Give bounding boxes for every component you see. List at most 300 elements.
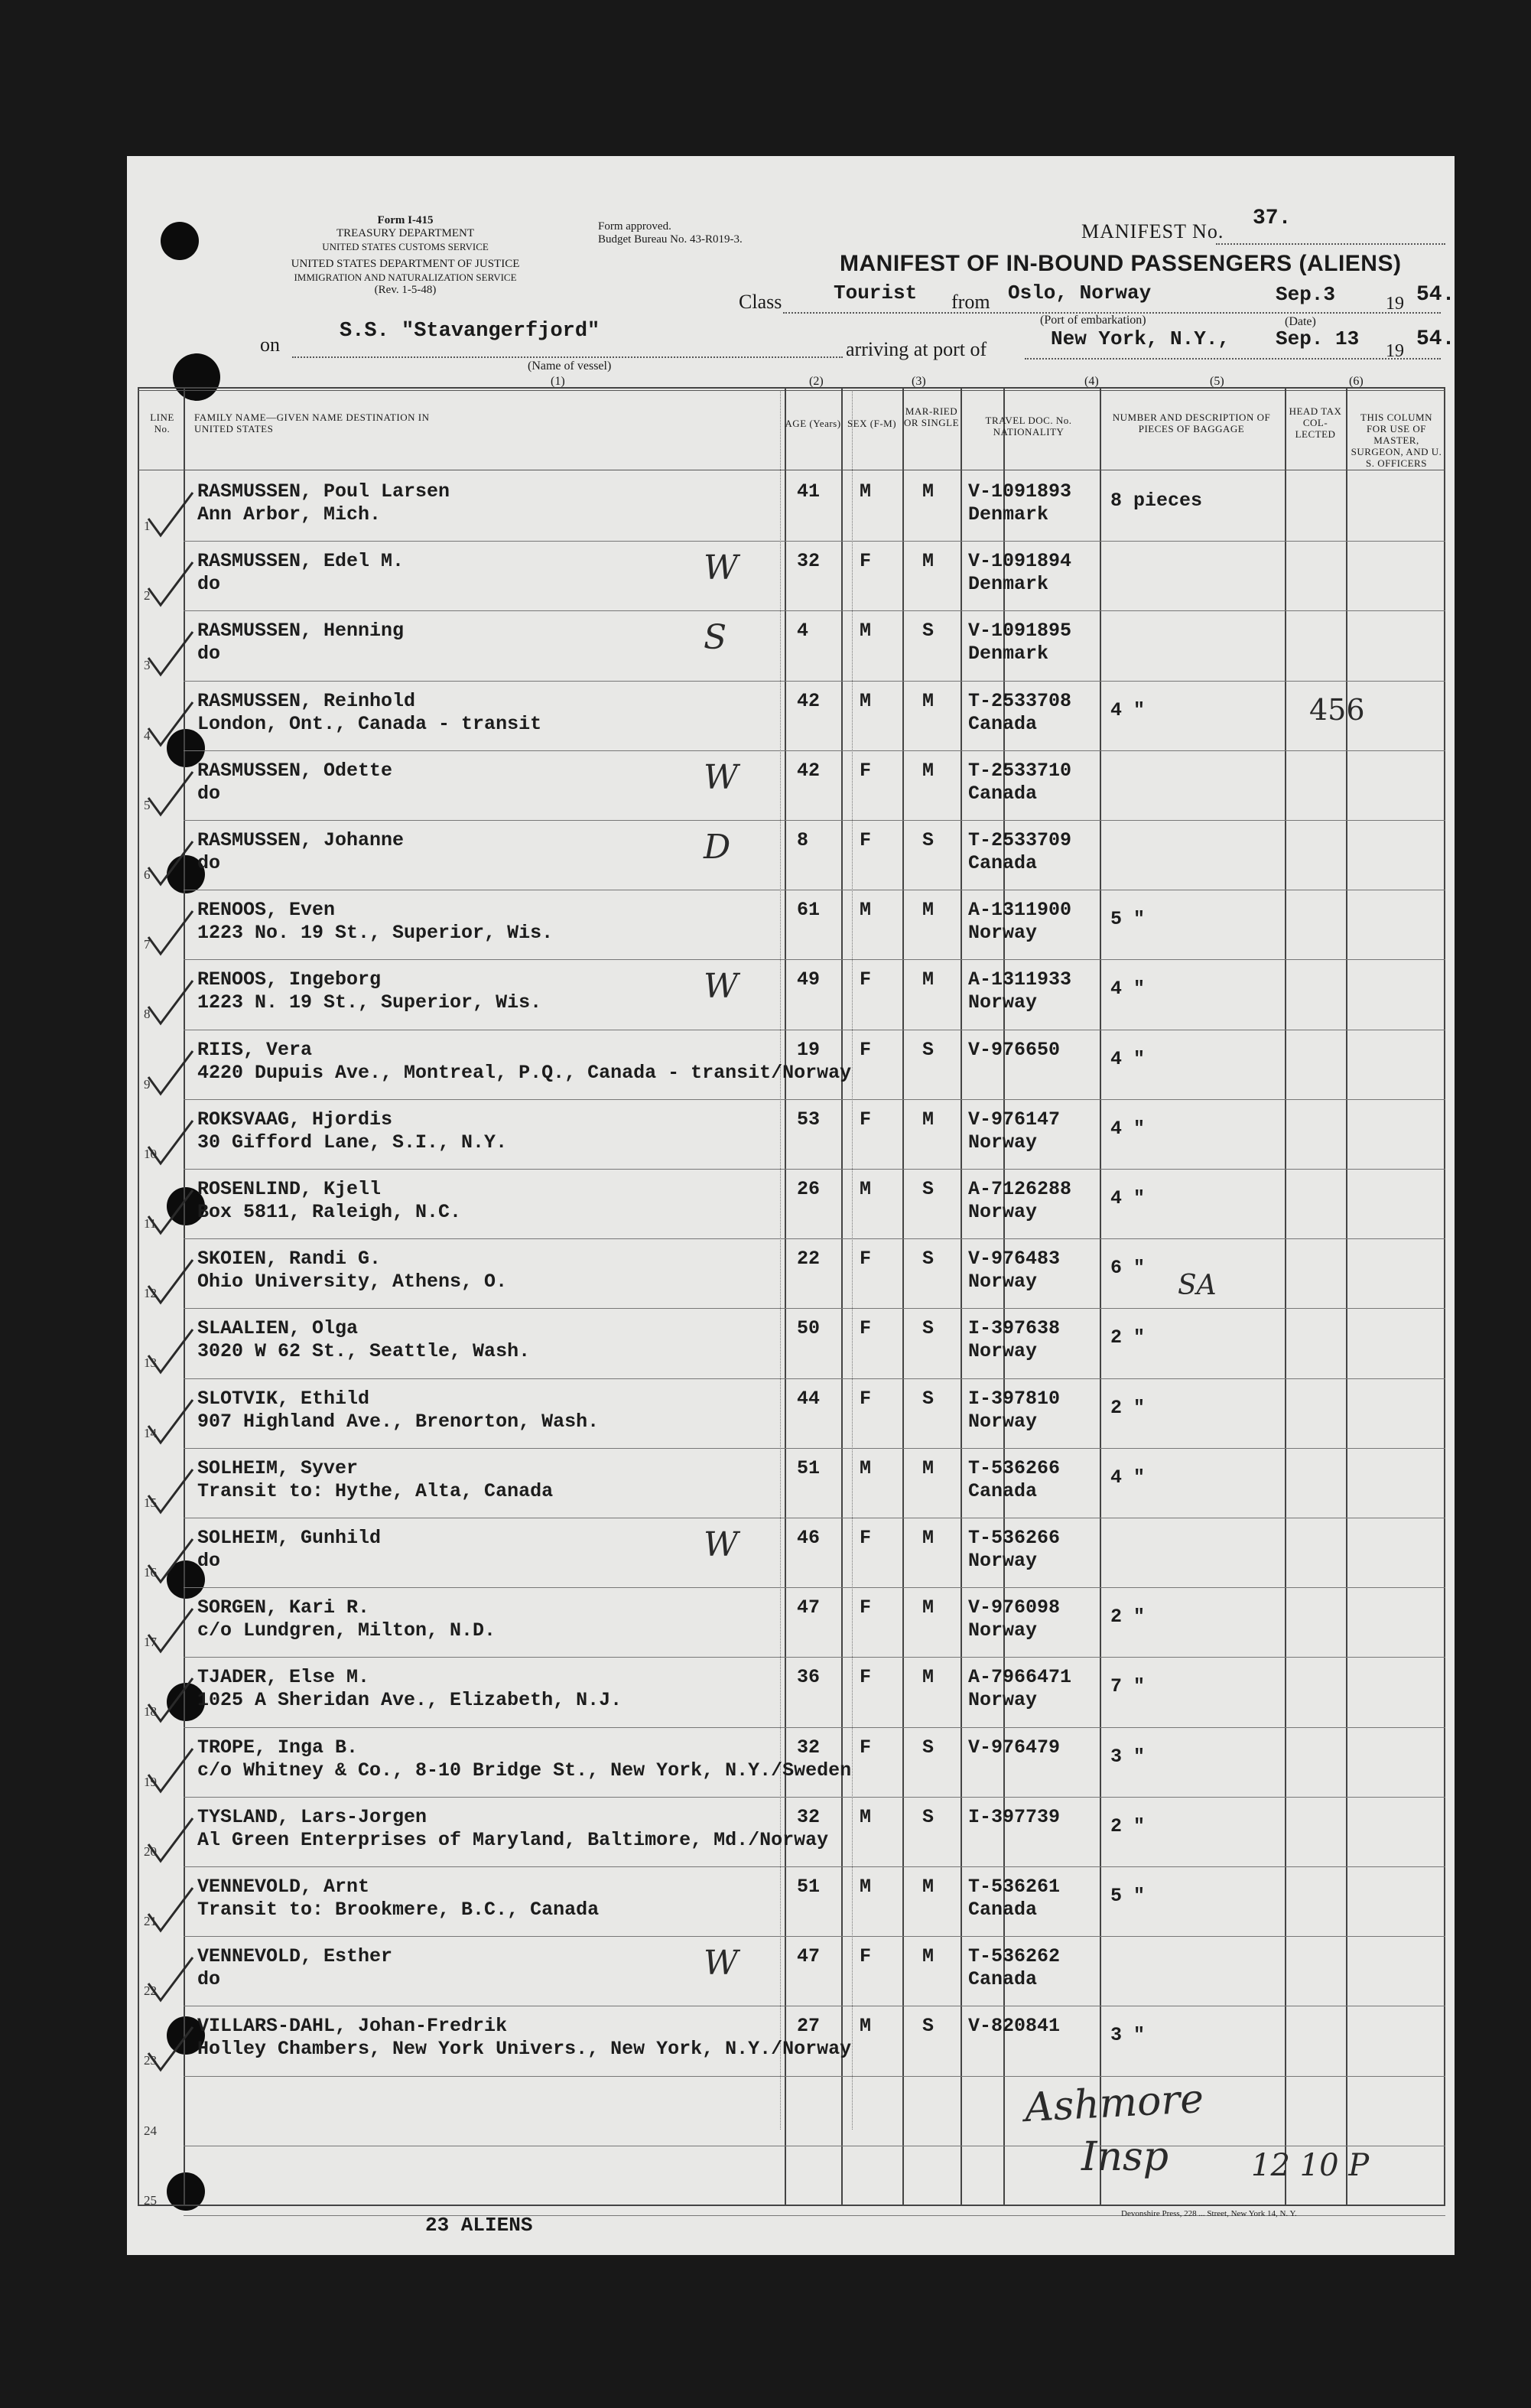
table-row bbox=[138, 2147, 1445, 2217]
on-label: on bbox=[260, 334, 280, 356]
baggage: 2 " bbox=[1110, 1606, 1146, 1629]
destination: c/o Lundgren, Milton, N.D. bbox=[197, 1619, 496, 1642]
table-row bbox=[138, 682, 1445, 752]
line-number: 24 bbox=[144, 2123, 157, 2138]
sex: F bbox=[860, 1736, 872, 1759]
check-mark-icon bbox=[142, 2022, 196, 2076]
sex: M bbox=[860, 480, 872, 503]
age: 36 bbox=[797, 1666, 821, 1689]
check-mark-icon bbox=[142, 488, 196, 542]
table-row bbox=[138, 1310, 1445, 1379]
line-number: 11 bbox=[144, 1216, 157, 1231]
handwritten-mark: W bbox=[704, 757, 739, 797]
line-number: 10 bbox=[144, 1146, 157, 1161]
baggage: 7 " bbox=[1110, 1675, 1146, 1698]
marital-status: M bbox=[922, 1876, 935, 1898]
age: 22 bbox=[797, 1248, 821, 1271]
baggage: 4 " bbox=[1110, 1047, 1146, 1070]
manifest-number-label: MANIFEST No. bbox=[1081, 220, 1224, 242]
baggage: 2 " bbox=[1110, 1326, 1146, 1349]
destination: Holley Chambers, New York Univers., New York, N.Y./Norway bbox=[197, 2038, 852, 2061]
form-agency-block bbox=[252, 214, 558, 297]
nationality: Norway bbox=[968, 1131, 1038, 1154]
sex: M bbox=[860, 899, 872, 922]
table-row bbox=[138, 612, 1445, 682]
sex: M bbox=[860, 1805, 872, 1828]
passenger-name: SOLHEIM, Gunhild bbox=[197, 1527, 382, 1549]
sex: F bbox=[860, 829, 872, 851]
baggage: 4 " bbox=[1110, 1187, 1146, 1209]
page-mark: 12 10 P bbox=[1251, 2148, 1370, 2183]
col-officers: THIS COLUMN FOR USE OF MASTER, SURGEON, AND U. S. OFFICERS bbox=[1351, 412, 1442, 469]
nationality: Norway bbox=[968, 1689, 1038, 1712]
form-revision: (Rev. 1-5-48) bbox=[374, 284, 437, 296]
treasury-dept: TREASURY DEPARTMENT bbox=[336, 227, 475, 239]
line-number: 1 bbox=[144, 519, 151, 533]
line-number: 25 bbox=[144, 2192, 157, 2208]
destination: 4220 Dupuis Ave., Montreal, P.Q., Canada - transit/Norway bbox=[197, 1061, 852, 1084]
line-number: 3 bbox=[144, 658, 151, 673]
nationality: Denmark bbox=[968, 503, 1049, 526]
travel-doc-number: V-1091893 bbox=[968, 480, 1072, 503]
form-approved: Form approved. bbox=[598, 220, 671, 233]
inspector-title: Insp bbox=[1081, 2134, 1169, 2180]
travel-doc-number: A-7126288 bbox=[968, 1178, 1072, 1200]
marital-status: M bbox=[922, 759, 935, 782]
destination: Ann Arbor, Mich. bbox=[197, 503, 382, 526]
manifest-number: 37. bbox=[1253, 207, 1292, 230]
immigration-service: IMMIGRATION AND NATURALIZATION SERVICE bbox=[294, 272, 517, 283]
destination: do bbox=[197, 573, 221, 596]
arrival-date: Sep. 13 bbox=[1276, 327, 1360, 350]
sex: M bbox=[860, 1178, 872, 1200]
baggage: 6 " bbox=[1110, 1257, 1146, 1280]
column-number: (3) bbox=[912, 375, 926, 388]
column-number: (5) bbox=[1210, 375, 1224, 388]
passenger-name: TYSLAND, Lars-Jorgen bbox=[197, 1805, 427, 1828]
line-number: 23 bbox=[144, 2053, 157, 2068]
passenger-name: ROKSVAAG, Hjordis bbox=[197, 1108, 393, 1131]
destination: 1223 No. 19 St., Superior, Wis. bbox=[197, 922, 554, 945]
passenger-name: SORGEN, Kari R. bbox=[197, 1596, 370, 1619]
table-row bbox=[138, 752, 1445, 822]
passenger-name: RENOOS, Even bbox=[197, 899, 336, 922]
line-number: 7 bbox=[144, 937, 151, 952]
baggage: 2 " bbox=[1110, 1396, 1146, 1419]
sex: M bbox=[860, 1456, 872, 1479]
passenger-name: RASMUSSEN, Henning bbox=[197, 620, 405, 643]
travel-doc-number: V-820841 bbox=[968, 2015, 1061, 2038]
check-mark-icon bbox=[142, 627, 196, 681]
line-number: 8 bbox=[144, 1007, 151, 1022]
nationality: Canada bbox=[968, 1479, 1038, 1502]
marital-status: S bbox=[922, 1038, 935, 1061]
form-id: Form I-415 bbox=[377, 214, 434, 226]
destination: Transit to: Brookmere, B.C., Canada bbox=[197, 1899, 600, 1921]
age: 32 bbox=[797, 1805, 821, 1828]
col-baggage: NUMBER AND DESCRIPTION OF PIECES OF BAGGAGE bbox=[1112, 412, 1271, 434]
passenger-name: VENNEVOLD, Esther bbox=[197, 1945, 393, 1968]
travel-doc-number: T-536266 bbox=[968, 1456, 1061, 1479]
travel-doc-number: T-2533708 bbox=[968, 689, 1072, 712]
baggage: 5 " bbox=[1110, 1885, 1146, 1907]
passenger-name: RASMUSSEN, Johanne bbox=[197, 829, 405, 851]
marital-status: M bbox=[922, 689, 935, 712]
travel-doc-number: T-536261 bbox=[968, 1876, 1061, 1898]
age: 49 bbox=[797, 968, 821, 991]
check-mark-icon bbox=[142, 1674, 196, 1727]
destination: 907 Highland Ave., Brenorton, Wash. bbox=[197, 1410, 600, 1433]
travel-doc-number: V-976479 bbox=[968, 1736, 1061, 1759]
nationality: Norway bbox=[968, 991, 1038, 1014]
destination: Box 5811, Raleigh, N.C. bbox=[197, 1201, 462, 1223]
passenger-name: VENNEVOLD, Arnt bbox=[197, 1876, 370, 1898]
arrival-port: New York, N.Y., bbox=[1051, 327, 1230, 350]
sex: F bbox=[860, 1038, 872, 1061]
sex: M bbox=[860, 689, 872, 712]
nationality: Norway bbox=[968, 1619, 1038, 1642]
travel-doc-number: V-1091895 bbox=[968, 620, 1072, 643]
nationality: Denmark bbox=[968, 573, 1049, 596]
form-approval-block bbox=[598, 220, 743, 246]
nationality: Canada bbox=[968, 1899, 1038, 1921]
line-number: 18 bbox=[144, 1704, 157, 1720]
age: 51 bbox=[797, 1456, 821, 1479]
age: 8 bbox=[797, 829, 809, 851]
nationality: Denmark bbox=[968, 643, 1049, 665]
sex: F bbox=[860, 1596, 872, 1619]
marital-status: M bbox=[922, 1108, 935, 1131]
marital-status: S bbox=[922, 620, 935, 643]
nationality: Norway bbox=[968, 1271, 1038, 1293]
table-row bbox=[138, 822, 1445, 891]
table-row bbox=[138, 1798, 1445, 1868]
arrival-year: 54. bbox=[1416, 327, 1455, 351]
table-row bbox=[138, 473, 1445, 542]
sex: F bbox=[860, 1527, 872, 1549]
nationality: Canada bbox=[968, 782, 1038, 805]
handwritten-mark: W bbox=[704, 1525, 739, 1564]
table-row bbox=[138, 1170, 1445, 1240]
travel-doc-number: A-1311933 bbox=[968, 968, 1072, 991]
marital-status: S bbox=[922, 1317, 935, 1340]
destination: Ohio University, Athens, O. bbox=[197, 1271, 508, 1293]
baggage: 4 " bbox=[1110, 1117, 1146, 1140]
table-row bbox=[138, 2007, 1445, 2077]
sex: F bbox=[860, 1108, 872, 1131]
marital-status: M bbox=[922, 1596, 935, 1619]
column-number: (6) bbox=[1349, 375, 1364, 388]
marital-status: M bbox=[922, 968, 935, 991]
sex: F bbox=[860, 1666, 872, 1689]
col-age: AGE (Years) bbox=[785, 418, 841, 429]
line-number: 4 bbox=[144, 727, 151, 743]
marital-status: M bbox=[922, 1666, 935, 1689]
table-row bbox=[138, 1101, 1445, 1170]
age: 4 bbox=[797, 620, 809, 643]
sex: F bbox=[860, 1248, 872, 1271]
passenger-name: VILLARS-DAHL, Johan-Fredrik bbox=[197, 2015, 508, 2038]
destination: Al Green Enterprises of Maryland, Baltimore, Md./Norway bbox=[197, 1828, 829, 1851]
nationality: Norway bbox=[968, 922, 1038, 945]
check-mark-icon bbox=[142, 767, 196, 821]
line-number: 22 bbox=[144, 1983, 157, 1999]
table-row bbox=[138, 1450, 1445, 1519]
baggage: 4 " bbox=[1110, 1466, 1146, 1489]
inspector-signature: Ashmore bbox=[1023, 2075, 1205, 2132]
sex: F bbox=[860, 1945, 872, 1968]
nationality: Norway bbox=[968, 1410, 1038, 1433]
age: 46 bbox=[797, 1527, 821, 1549]
age: 26 bbox=[797, 1178, 821, 1200]
marital-status: M bbox=[922, 899, 935, 922]
table-row bbox=[138, 1380, 1445, 1450]
age: 47 bbox=[797, 1596, 821, 1619]
travel-doc-number: V-976147 bbox=[968, 1108, 1061, 1131]
sex: M bbox=[860, 620, 872, 643]
marital-status: S bbox=[922, 1805, 935, 1828]
handwritten-mark: D bbox=[704, 828, 731, 867]
age: 44 bbox=[797, 1387, 821, 1410]
sex: F bbox=[860, 550, 872, 573]
check-mark-icon bbox=[142, 1744, 196, 1798]
manifest-title: MANIFEST OF IN-BOUND PASSENGERS (ALIENS) bbox=[840, 251, 1402, 276]
passenger-name: SKOIEN, Randi G. bbox=[197, 1248, 382, 1271]
check-mark-icon bbox=[142, 1953, 196, 2006]
age: 53 bbox=[797, 1108, 821, 1131]
age: 50 bbox=[797, 1317, 821, 1340]
destination: do bbox=[197, 643, 221, 665]
handwritten-mark: W bbox=[704, 1944, 739, 1983]
departure-year-prefix: 19 bbox=[1386, 294, 1404, 314]
check-mark-icon bbox=[142, 1604, 196, 1658]
nationality: Norway bbox=[968, 1340, 1038, 1363]
marital-status: M bbox=[922, 1456, 935, 1479]
travel-doc-number: T-2533710 bbox=[968, 759, 1072, 782]
travel-doc-number: T-536262 bbox=[968, 1945, 1061, 1968]
sex: F bbox=[860, 968, 872, 991]
passenger-name: SOLHEIM, Syver bbox=[197, 1456, 359, 1479]
table-row bbox=[138, 1589, 1445, 1658]
age: 19 bbox=[797, 1038, 821, 1061]
nationality: Norway bbox=[968, 1550, 1038, 1572]
baggage: 4 " bbox=[1110, 978, 1146, 1001]
nationality: Canada bbox=[968, 712, 1038, 735]
line-number: 21 bbox=[144, 1914, 157, 1928]
line-number: 14 bbox=[144, 1425, 157, 1440]
check-mark-icon bbox=[142, 1465, 196, 1518]
check-mark-icon bbox=[142, 1186, 196, 1239]
table-row bbox=[138, 2075, 1445, 2147]
marital-status: S bbox=[922, 829, 935, 851]
vessel-name: S.S. "Stavangerfjord" bbox=[340, 320, 600, 343]
line-number: 16 bbox=[144, 1565, 157, 1580]
travel-doc-number: V-1091894 bbox=[968, 550, 1072, 573]
age: 61 bbox=[797, 899, 821, 922]
line-number: 20 bbox=[144, 1843, 157, 1859]
nationality: Canada bbox=[968, 852, 1038, 874]
check-mark-icon bbox=[142, 1883, 196, 1937]
destination: do bbox=[197, 1550, 221, 1572]
col-sex: SEX (F-M) bbox=[847, 418, 897, 429]
from-value: Oslo, Norway bbox=[1008, 281, 1152, 304]
travel-doc-number: T-536266 bbox=[968, 1527, 1061, 1549]
travel-doc-number: I-397810 bbox=[968, 1387, 1061, 1410]
destination: c/o Whitney & Co., 8-10 Bridge St., New York, N.Y./Sweden bbox=[197, 1759, 852, 1782]
baggage: 4 " bbox=[1110, 698, 1146, 721]
travel-doc-number: T-2533709 bbox=[968, 829, 1072, 851]
sex: F bbox=[860, 1387, 872, 1410]
departure-year: 54. bbox=[1416, 283, 1455, 307]
col-name: FAMILY NAME—GIVEN NAME DESTINATION IN UNITED STATES bbox=[194, 412, 430, 434]
sex: M bbox=[860, 2015, 872, 2038]
line-number: 12 bbox=[144, 1286, 157, 1301]
destination: Transit to: Hythe, Alta, Canada bbox=[197, 1479, 554, 1502]
sex: F bbox=[860, 1317, 872, 1340]
destination: London, Ont., Canada - transit bbox=[197, 712, 542, 735]
marital-status: M bbox=[922, 480, 935, 503]
travel-doc-number: I-397739 bbox=[968, 1805, 1061, 1828]
passenger-name: ROSENLIND, Kjell bbox=[197, 1178, 382, 1200]
column-number: (2) bbox=[809, 375, 824, 388]
check-mark-icon bbox=[142, 558, 196, 611]
destination: 30 Gifford Lane, S.I., N.Y. bbox=[197, 1131, 508, 1154]
check-mark-icon bbox=[142, 906, 196, 960]
passenger-name: TROPE, Inga B. bbox=[197, 1736, 359, 1759]
baggage: 3 " bbox=[1110, 2024, 1146, 2047]
handwritten-mark: W bbox=[704, 967, 739, 1007]
travel-doc-number: I-397638 bbox=[968, 1317, 1061, 1340]
passenger-name: TJADER, Else M. bbox=[197, 1666, 370, 1689]
nationality: Canada bbox=[968, 1968, 1038, 1991]
check-mark-icon bbox=[142, 698, 196, 751]
col-travel-doc: TRAVEL DOC. No. NATIONALITY bbox=[985, 415, 1072, 438]
marital-status: M bbox=[922, 1527, 935, 1549]
line-number: 9 bbox=[144, 1076, 151, 1092]
check-mark-icon bbox=[142, 1395, 196, 1449]
check-mark-icon bbox=[142, 976, 196, 1030]
head-tax-mark: SA bbox=[1178, 1270, 1217, 1301]
age: 51 bbox=[797, 1876, 821, 1898]
departure-date: Sep.3 bbox=[1276, 283, 1336, 306]
table-row bbox=[138, 1240, 1445, 1310]
table-row bbox=[138, 1519, 1445, 1589]
passenger-name: RENOOS, Ingeborg bbox=[197, 968, 382, 991]
check-mark-icon bbox=[142, 1534, 196, 1588]
binder-hole bbox=[161, 222, 199, 260]
table-row bbox=[138, 1729, 1445, 1798]
check-mark-icon bbox=[142, 1116, 196, 1170]
age: 42 bbox=[797, 759, 821, 782]
line-number: 6 bbox=[144, 867, 151, 882]
col-married: MAR-RIED OR SINGLE bbox=[903, 405, 960, 428]
check-mark-icon bbox=[142, 1046, 196, 1100]
age: 47 bbox=[797, 1945, 821, 1968]
travel-doc-number: A-1311900 bbox=[968, 899, 1072, 922]
baggage: 8 pieces bbox=[1110, 490, 1203, 512]
table-row bbox=[138, 1868, 1445, 1938]
age: 32 bbox=[797, 1736, 821, 1759]
col-head-tax: HEAD TAX COL-LECTED bbox=[1289, 405, 1342, 440]
officer-number: 456 bbox=[1309, 693, 1365, 727]
age: 42 bbox=[797, 689, 821, 712]
passenger-name: SLAALIEN, Olga bbox=[197, 1317, 359, 1340]
marital-status: S bbox=[922, 1387, 935, 1410]
table-row bbox=[138, 1938, 1445, 2007]
port-caption: (Port of embarkation) bbox=[1040, 314, 1146, 327]
table-row bbox=[138, 542, 1445, 612]
column-number: (4) bbox=[1084, 375, 1099, 388]
line-number: 2 bbox=[144, 588, 151, 604]
passenger-name: RASMUSSEN, Reinhold bbox=[197, 689, 416, 712]
age: 41 bbox=[797, 480, 821, 503]
passenger-name: RASMUSSEN, Edel M. bbox=[197, 550, 405, 573]
nationality: Norway bbox=[968, 1201, 1038, 1223]
check-mark-icon bbox=[142, 1814, 196, 1867]
destination: do bbox=[197, 1968, 221, 1991]
check-mark-icon bbox=[142, 1325, 196, 1378]
passenger-name: RASMUSSEN, Odette bbox=[197, 759, 393, 782]
class-label: Class bbox=[739, 291, 782, 313]
destination: 1025 A Sheridan Ave., Elizabeth, N.J. bbox=[197, 1689, 622, 1712]
col-line-no: LINE No. bbox=[150, 412, 174, 434]
marital-status: M bbox=[922, 550, 935, 573]
travel-doc-number: V-976098 bbox=[968, 1596, 1061, 1619]
check-mark-icon bbox=[142, 1255, 196, 1309]
line-number: 17 bbox=[144, 1635, 157, 1650]
check-mark-icon bbox=[142, 837, 196, 890]
destination: 3020 W 62 St., Seattle, Wash. bbox=[197, 1340, 531, 1363]
budget-bureau: Budget Bureau No. 43-R019-3. bbox=[598, 233, 743, 246]
age: 27 bbox=[797, 2015, 821, 2038]
arriving-label: arriving at port of bbox=[846, 338, 987, 360]
from-label: from bbox=[951, 291, 990, 313]
table-row bbox=[138, 891, 1445, 961]
line-number: 13 bbox=[144, 1355, 157, 1371]
printer-imprint: Devonshire Press, 228 ... Street, New York 14, N. Y. bbox=[1121, 2209, 1297, 2218]
line-number: 15 bbox=[144, 1495, 157, 1510]
passenger-name: RASMUSSEN, Poul Larsen bbox=[197, 480, 450, 503]
destination: do bbox=[197, 782, 221, 805]
travel-doc-number: V-976650 bbox=[968, 1038, 1061, 1061]
travel-doc-number: A-7966471 bbox=[968, 1666, 1072, 1689]
baggage: 3 " bbox=[1110, 1745, 1146, 1768]
passenger-name: RIIS, Vera bbox=[197, 1038, 313, 1061]
sex: F bbox=[860, 759, 872, 782]
destination: 1223 N. 19 St., Superior, Wis. bbox=[197, 991, 542, 1014]
table-row bbox=[138, 1031, 1445, 1101]
age: 32 bbox=[797, 550, 821, 573]
passenger-table bbox=[138, 387, 1445, 2206]
baggage: 2 " bbox=[1110, 1814, 1146, 1837]
handwritten-mark: W bbox=[704, 548, 739, 588]
vessel-caption: (Name of vessel) bbox=[528, 360, 612, 373]
destination: do bbox=[197, 852, 221, 874]
marital-status: M bbox=[922, 1945, 935, 1968]
line-number: 19 bbox=[144, 1774, 157, 1789]
date-caption: (Date) bbox=[1285, 315, 1316, 328]
marital-status: S bbox=[922, 1736, 935, 1759]
table-row bbox=[138, 1658, 1445, 1728]
handwritten-mark: S bbox=[704, 618, 727, 658]
baggage: 5 " bbox=[1110, 908, 1146, 931]
vessel-column-number: (1) bbox=[551, 375, 565, 388]
marital-status: S bbox=[922, 2015, 935, 2038]
justice-dept: UNITED STATES DEPARTMENT OF JUSTICE bbox=[291, 258, 520, 270]
arrival-year-prefix: 19 bbox=[1386, 341, 1404, 361]
travel-doc-number: V-976483 bbox=[968, 1248, 1061, 1271]
table-row bbox=[138, 961, 1445, 1030]
